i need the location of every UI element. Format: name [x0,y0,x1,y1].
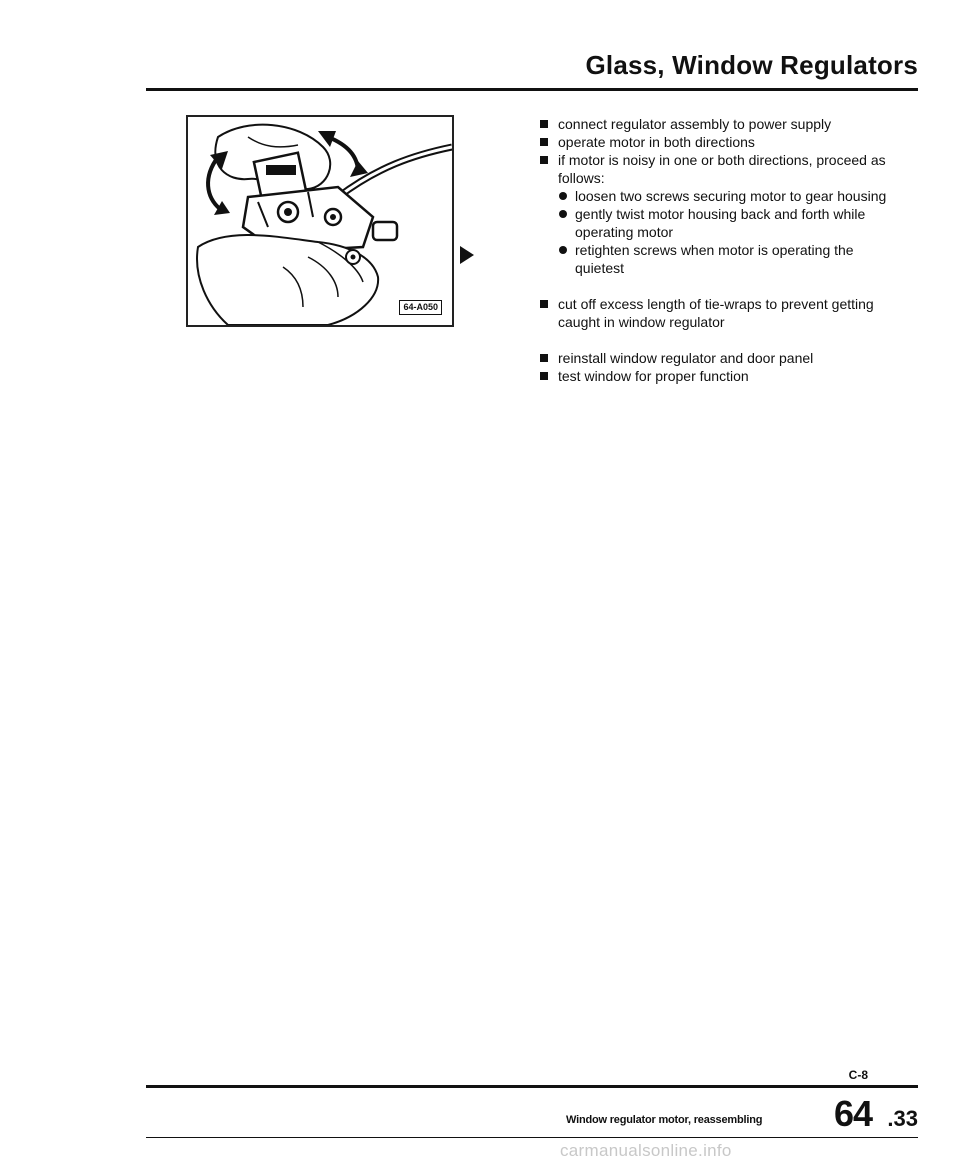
step-text: operate motor in both directions [558,134,755,150]
pointer-arrow-icon [460,246,474,264]
substep-text: retighten screws when motor is operating the quietest [575,242,854,276]
page-code: C-8 [848,1068,868,1082]
section-number: 64 [833,1093,872,1134]
footer-rule [146,1085,918,1088]
substep-text: loosen two screws securing motor to gear housing [575,188,887,204]
square-bullet-icon [540,156,548,164]
figure-label: 64-A050 [399,300,442,315]
round-bullet-icon [559,246,567,254]
step-text: reinstall window regulator and door panel [558,350,814,366]
step-item [540,349,900,367]
square-bullet-icon [540,372,548,380]
step-text: test window for proper function [558,368,749,384]
square-bullet-icon [540,138,548,146]
page-number: .33 [887,1106,918,1131]
substep-item [558,187,900,205]
page-title: Glass, Window Regulators [585,50,918,80]
step-text: if motor is noisy in one or both directions, proceed as follows: [558,152,886,186]
square-bullet-icon [540,354,548,362]
step-item [540,295,900,331]
square-bullet-icon [540,300,548,308]
footer-thin-rule [146,1137,918,1138]
step-item [540,367,900,385]
step-item [540,115,900,133]
substep-item [558,241,900,277]
figure-illustration [186,115,454,327]
substep-item [558,205,900,241]
instruction-list [540,115,900,385]
step-text: connect regulator assembly to power supply [558,116,832,132]
square-bullet-icon [540,120,548,128]
substep-text: gently twist motor housing back and forth while operating motor [575,206,866,240]
regulator-motor-drawing [188,117,452,325]
round-bullet-icon [559,210,567,218]
watermark: carmanualsonline.info [560,1141,732,1160]
round-bullet-icon [559,192,567,200]
step-item [540,151,900,277]
header-rule [146,88,918,91]
step-text: cut off excess length of tie-wraps to prevent getting caught in window regulator [558,296,874,330]
footer-caption: Window regulator motor, reassembling [566,1114,763,1126]
substep-list [558,187,900,277]
step-item [540,133,900,151]
